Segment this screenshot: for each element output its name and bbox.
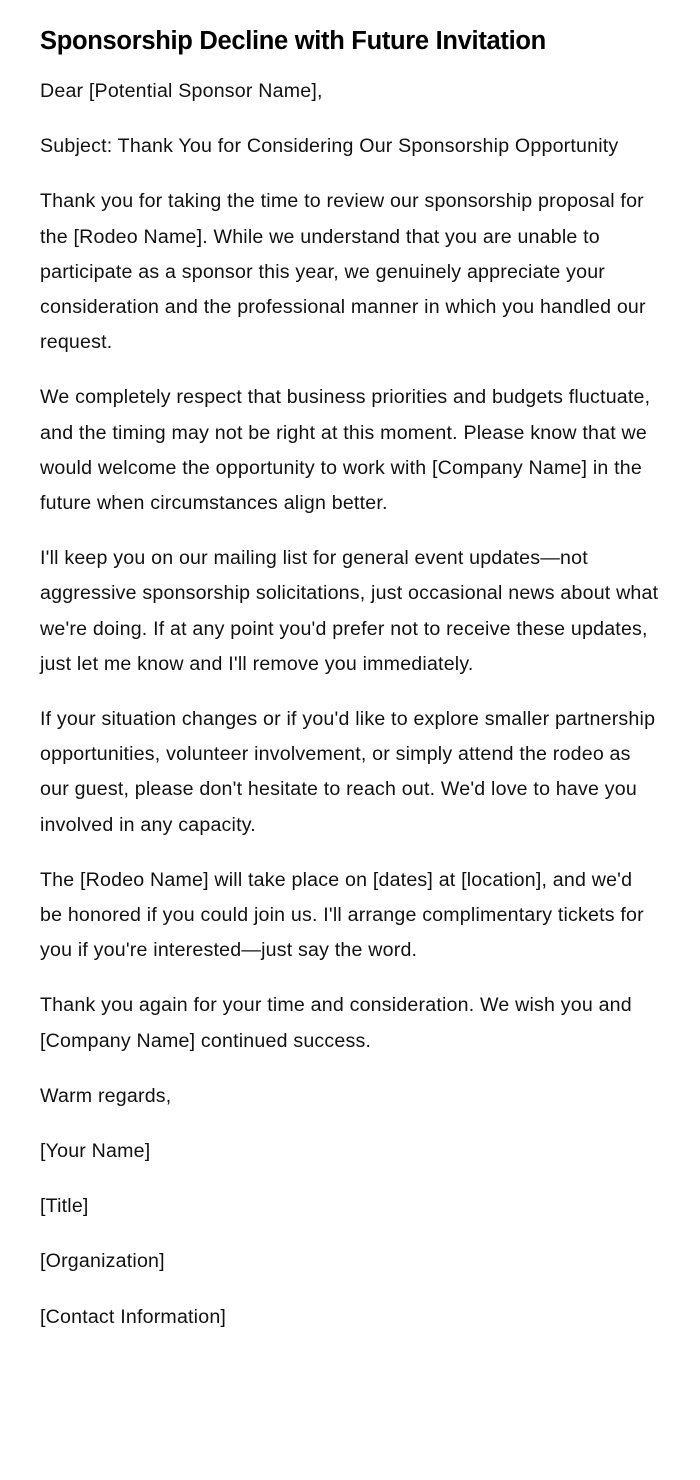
signature-contact: [Contact Information] [40,1305,227,1328]
signature-organization: [Organization] [40,1250,165,1273]
body-paragraph-4: If your situation changes or if you'd like to explore smaller partnership opportunities, volunteer involvement, or simply attend the rodeo as our guest, please don't hesitate to reach out. We'd love to have you involved in any capacity. [40,708,656,836]
body-paragraph-5: The [Rodeo Name] will take place on [dates] at [location], and we'd be honored if you could join us. I'll arrange complimentary tickets for you if you're interested—just say the word. [40,868,644,962]
body-paragraph-3: I'll keep you on our mailing list for general event updates—not aggressive sponsorship solicitations, just occasional news about what we're doing. If at any point you'd prefer not to receive these updates, just let me know and I'll remove you immediately. [40,547,659,675]
body-paragraph-2: We completely respect that business priorities and budgets fluctuate, and the timing may not be right at this moment. Please know that we would welcome the opportunity to work with [Company Name] in the future when circumstances align better. [40,386,651,515]
subject-line: Subject: Thank You for Considering Our Sponsorship Opportunity [40,135,619,158]
letter-title: Sponsorship Decline with Future Invitation [40,27,546,55]
signature-name: [Your Name] [40,1140,151,1163]
body-paragraph-1: Thank you for taking the time to review our sponsorship proposal for the [Rodeo Name]. While we understand that you are unable to participate as a sponsor this year, we genuinely appreciate your consideration and the professional manner in which you handled our request. [40,190,646,354]
signature-title: [Title] [40,1195,89,1218]
body-paragraph-6: Thank you again for your time and consideration. We wish you and [Company Name] continued success. [40,994,632,1052]
closing: Warm regards, [40,1084,172,1107]
salutation: Dear [Potential Sponsor Name], [40,80,323,102]
